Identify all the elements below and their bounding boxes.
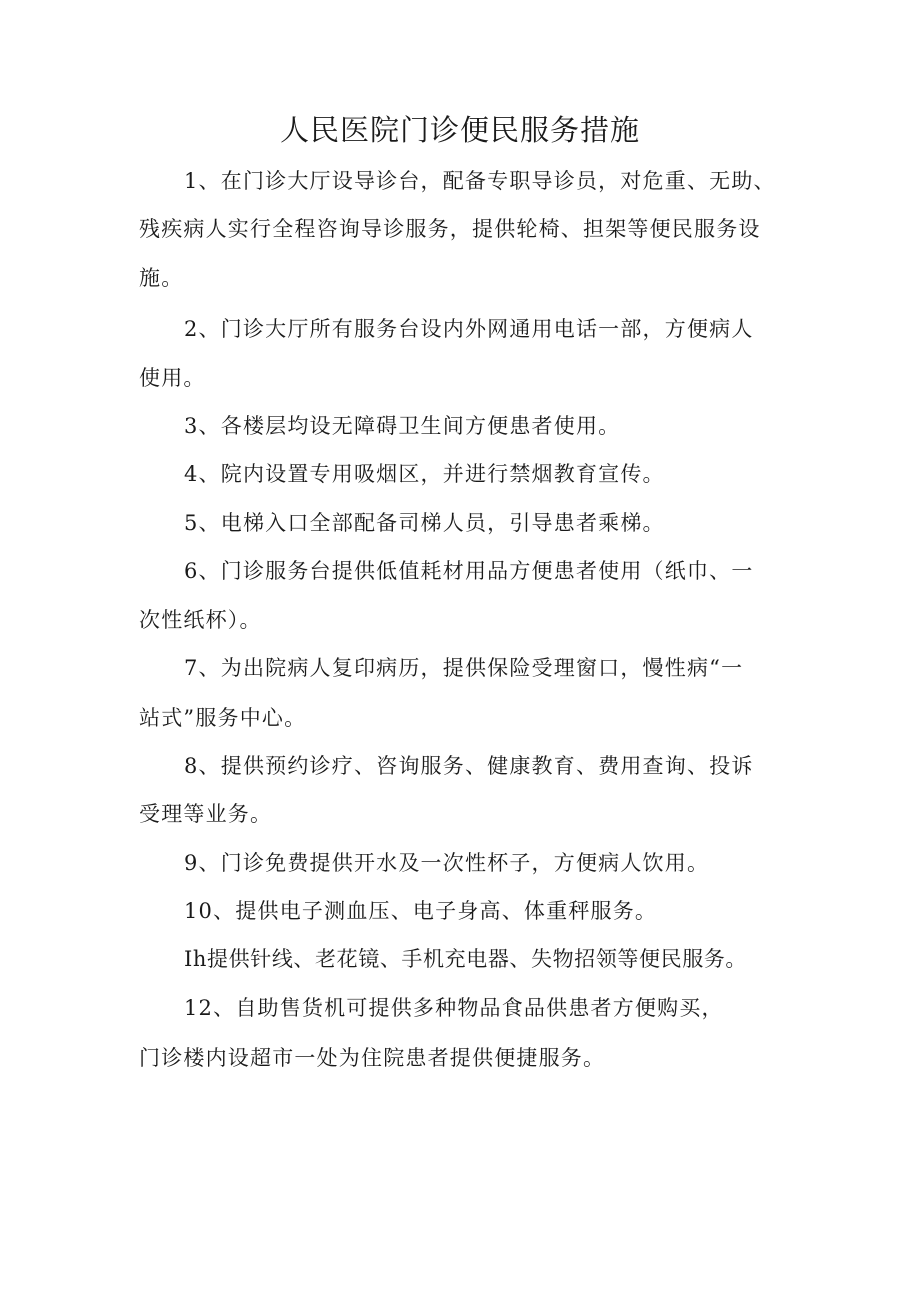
item-1-line-1: 1、在门诊大厅设导诊台，配备专职导诊员，对危重、无助、: [184, 169, 776, 193]
item-2-line-1: 2、门诊大厅所有服务台设内外网通用电话一部，方便病人: [184, 317, 754, 341]
item-6-line-1: 6、门诊服务台提供低值耗材用品方便患者使用（纸巾、一: [184, 559, 754, 583]
item-5-line-1: 5、电梯入口全部配备司梯人员，引导患者乘梯。: [184, 511, 665, 535]
item-11-line-1: Ih提供针线、老花镜、手机充电器、失物招领等便民服务。: [184, 947, 748, 971]
page-title: 人民医院门诊便民服务措施: [279, 113, 640, 147]
item-7-line-2: 站式”服务中心。: [139, 706, 307, 730]
item-7-line-1: 7、为出院病人复印病历，提供保险受理窗口，慢性病“一: [184, 656, 744, 680]
item-1-line-2: 残疾病人实行全程咨询导诊服务，提供轮椅、担架等便民服务设: [139, 217, 761, 241]
item-3-line-1: 3、各楼层均设无障碍卫生间方便患者使用。: [184, 414, 621, 438]
item-4-line-1: 4、院内设置专用吸烟区，并进行禁烟教育宣传。: [184, 462, 665, 486]
item-12-line-1: 12、自助售货机可提供多种物品食品供患者方便购买，: [184, 996, 724, 1020]
item-6-line-2: 次性纸杯）。: [139, 608, 262, 632]
item-12-line-2: 门诊楼内设超市一处为住院患者提供便捷服务。: [139, 1046, 606, 1070]
item-1-line-3: 施。: [139, 266, 184, 290]
item-8-line-2: 受理等业务。: [139, 802, 273, 826]
item-9-line-1: 9、门诊免费提供开水及一次性杯子，方便病人饮用。: [184, 851, 710, 875]
item-10-line-1: 10、提供电子测血压、电子身高、体重秤服务。: [184, 899, 658, 923]
item-8-line-1: 8、提供预约诊疗、咨询服务、健康教育、费用查询、投诉: [184, 754, 754, 778]
item-2-line-2: 使用。: [139, 366, 206, 390]
